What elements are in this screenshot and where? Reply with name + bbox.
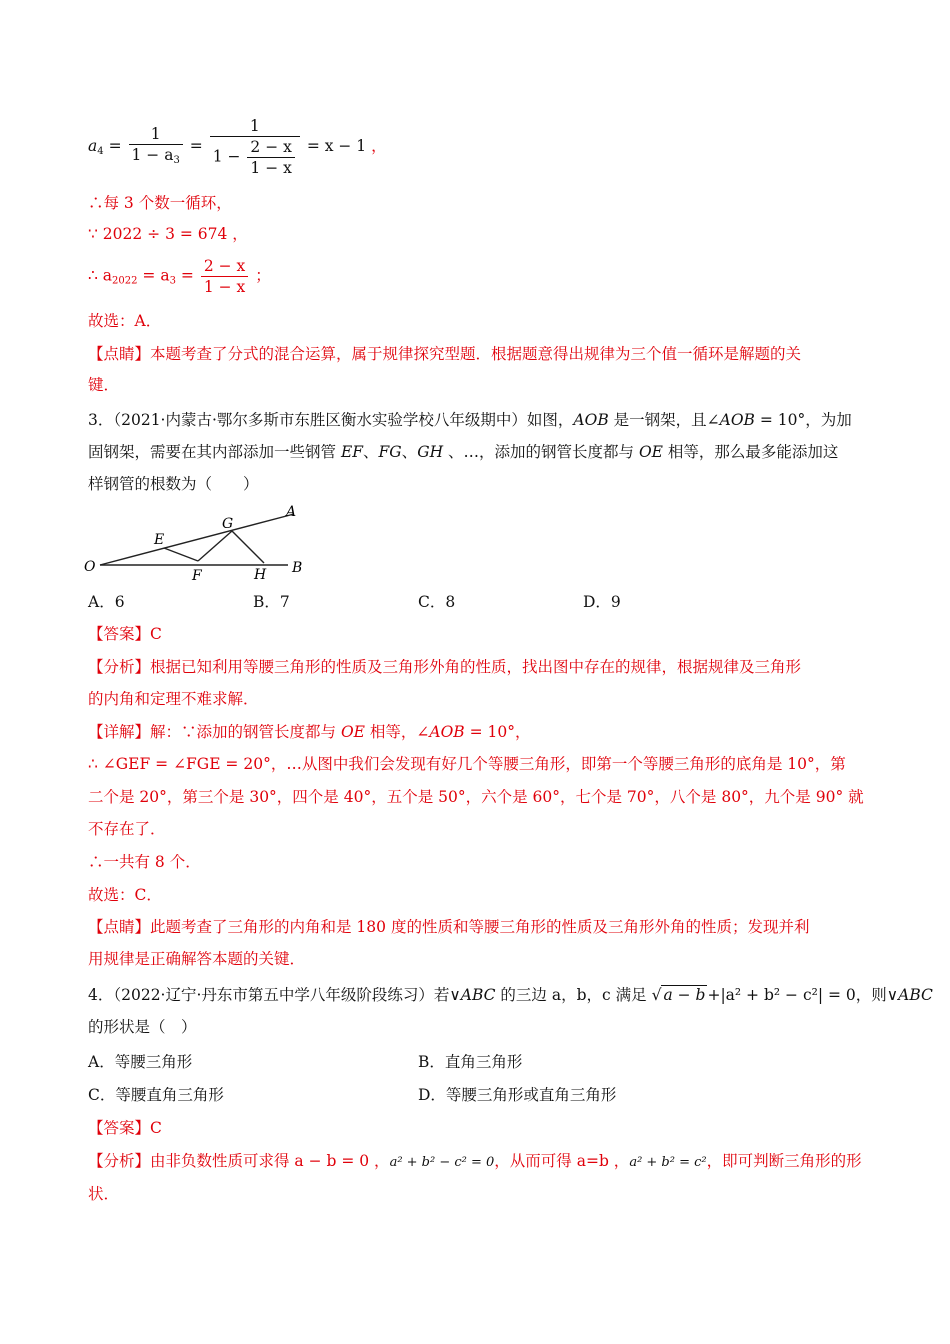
q4-answer: 【答案】C	[88, 1119, 162, 1137]
q4-stem-1a: 4．（2022·辽宁·丹东市第五中学八年级阶段练习）若∨	[88, 986, 461, 1004]
q2-comment-2: 键．	[88, 376, 120, 394]
label-b: B	[292, 560, 303, 576]
q3-stem-1c: 是一钢架，且∠	[608, 411, 720, 429]
eq-a4-f2-den	[210, 137, 300, 178]
eq-a4-inner-num: 2 − x	[247, 137, 294, 158]
q3-stem-2f: GH	[417, 443, 444, 461]
q3-analysis-2: 的内角和定理不难求解．	[88, 690, 259, 708]
sqrt-symbol: √	[651, 986, 662, 1004]
q2-comment-1: 【点睛】本题考查了分式的混合运算，属于规律探究型题．根据题意得出规律为三个值一循环是解题的关	[88, 345, 802, 363]
q3-detail-1b: OE	[340, 723, 365, 741]
q3-detail-1d: AOB	[429, 723, 465, 741]
eq-a2022-sub2: 3	[169, 275, 176, 287]
q3-detail-4: 不存在了．	[88, 820, 166, 838]
q4-analysis-2: 状．	[88, 1185, 120, 1203]
eq-a4-f1-den-text: 1 − a	[131, 145, 174, 164]
q3-comment-2: 用规律是正确解答本题的关键．	[88, 950, 306, 968]
q3-stem-2h: OE	[638, 443, 663, 461]
q4-sqrt: a − b	[663, 986, 706, 1004]
label-o: O	[84, 559, 96, 575]
q3-stem-2d: FG	[378, 443, 402, 461]
eq-a4-inner-den: 1 − x	[250, 159, 292, 177]
eq-a4-f2-den-pre: 1 −	[212, 147, 241, 166]
q3-detail-1e: = 10°，	[464, 723, 531, 741]
q3-option-b: B．7	[253, 593, 290, 611]
eq-a4-f1-num: 1	[129, 124, 183, 145]
eq-a4-equals: =	[108, 137, 122, 155]
q3-choice: 故选：C．	[88, 886, 162, 904]
eq-a2022-mid: = a	[137, 266, 170, 285]
q3-stem-2c: 、	[363, 443, 379, 461]
eq-a4-rhs: = x − 1	[306, 137, 367, 155]
q3-stem-1e: = 10°，为加	[754, 411, 852, 429]
segment-ef	[164, 548, 198, 561]
eq-a4-fraction-1	[129, 124, 183, 171]
q3-stem-3: 样钢管的根数为（ ）	[88, 475, 259, 493]
q3-stem-1	[88, 408, 868, 432]
q4-stem-1d: ABC	[898, 986, 933, 1004]
q3-option-d: D．9	[583, 593, 621, 611]
q3-stem-1b: AOB	[573, 411, 609, 429]
q4-stem-1	[88, 983, 933, 1007]
q4-option-d: D．等腰三角形或直角三角形	[418, 1086, 617, 1104]
q4-analysis-1e: ，即可判断三角形的形	[706, 1152, 862, 1170]
eq-a4-inner-fraction	[247, 137, 294, 178]
q3-option-c: C．8	[418, 593, 456, 611]
q3-answer: 【答案】C	[88, 625, 162, 643]
eq-a2022-num: 2 − x	[201, 256, 248, 277]
q3-comment-1: 【点睛】此题考查了三角形的内角和是 180 度的性质和等腰三角形的性质及三角形外角的性质；发现并利	[88, 918, 810, 936]
label-g: G	[222, 516, 234, 532]
label-h: H	[254, 567, 267, 583]
eq-a4-f1-den-sub: 3	[173, 154, 180, 166]
q4-analysis-1d: a² + b² = c²	[629, 1155, 707, 1170]
q4-stem-2: 的形状是（ ）	[88, 1018, 197, 1036]
q3-option-a: A．6	[88, 593, 125, 611]
steel-frame-figure	[80, 500, 320, 585]
q4-option-b: B．直角三角形	[418, 1053, 523, 1071]
equation-a4	[88, 116, 868, 178]
eq-a4-lhs: a	[88, 137, 98, 155]
eq-a4-f2-num: 1	[210, 116, 300, 137]
q3-detail-3: 二个是 20°，第三个是 30°，四个是 40°，五个是 50°，六个是 60°，七个是 70°，八个是 80°，九个是 90° 就	[88, 788, 864, 806]
segment-gh	[232, 531, 264, 563]
q3-stem-2a: 固钢架，需要在其内部添加一些钢管	[88, 443, 341, 461]
q3-detail-5: ∴一共有 8 个．	[88, 853, 201, 871]
label-a: A	[286, 504, 297, 520]
q3-stem-1d: AOB	[719, 411, 755, 429]
eq-a2022-eq: =	[175, 266, 194, 285]
q3-detail-1a: 【详解】解：∵添加的钢管长度都与	[88, 723, 341, 741]
q4-analysis-1a: 【分析】由非负数性质可求得 a − b = 0 ，	[88, 1152, 390, 1170]
q3-stem-2g: 、…，添加的钢管长度都与	[443, 443, 639, 461]
q3-stem-1a: 3．（2021·内蒙古·鄂尔多斯市东胜区衡水实验学校八年级期中）如图，	[88, 411, 574, 429]
q4-analysis-1	[88, 1149, 868, 1175]
eq-a4-f1-den	[129, 145, 183, 171]
cycle-line: ∴每 3 个数一循环，	[88, 194, 232, 212]
q4-option-c: C．等腰直角三角形	[88, 1086, 224, 1104]
segment-fg	[198, 531, 232, 561]
q3-analysis-1: 【分析】根据已知利用等腰三角形的性质及三角形外角的性质，找出图中存在的规律，根据规律及三角形	[88, 658, 802, 676]
q3-stem-2b: EF	[340, 443, 364, 461]
q3-stem-2	[88, 440, 868, 464]
q3-detail-2: ∴ ∠GEF = ∠FGE = 20°，…从图中我们会发现有好几个等腰三角形，即第一个等腰三角形的底角是 10°，第	[88, 755, 846, 773]
q4-analysis-1c: ，从而可得 a=b ，	[494, 1152, 630, 1170]
division-line: ∵ 2022 ÷ 3 = 674 ，	[88, 225, 248, 243]
eq-a4-equals-2: =	[189, 137, 203, 155]
label-e: E	[154, 532, 165, 548]
eq-a2022-sub1: 2022	[112, 275, 138, 287]
q2-choice: 故选：A．	[88, 312, 162, 330]
ray-oa	[100, 514, 294, 565]
q4-analysis-1b: a² + b² − c² = 0	[389, 1155, 495, 1170]
label-f: F	[192, 568, 202, 584]
eq-a2022-tail: ；	[255, 266, 271, 285]
q4-stem-1b: ABC	[460, 986, 496, 1004]
q4-option-a: A．等腰三角形	[88, 1053, 193, 1071]
q3-detail-1c: 相等，∠	[364, 723, 430, 741]
eq-a4-fraction-2	[210, 116, 300, 178]
eq-a4-tail: ，	[371, 137, 387, 155]
q4-stem-1c: 的三边 a，b，c 满足	[495, 986, 652, 1004]
eq-a2022-pre: ∴ a	[88, 266, 113, 285]
equation-a2022	[88, 256, 868, 297]
q3-detail-1	[88, 720, 868, 744]
eq-a4-lhs-sub: 4	[97, 146, 104, 157]
q3-stem-2e: 、	[401, 443, 418, 461]
eq-a2022-den: 1 − x	[203, 278, 246, 296]
q4-abs: +|a² + b² − c²| = 0，则∨	[707, 986, 899, 1004]
q3-stem-2i: 相等，那么最多能添加这	[662, 443, 839, 461]
eq-a2022-fraction	[201, 256, 248, 297]
